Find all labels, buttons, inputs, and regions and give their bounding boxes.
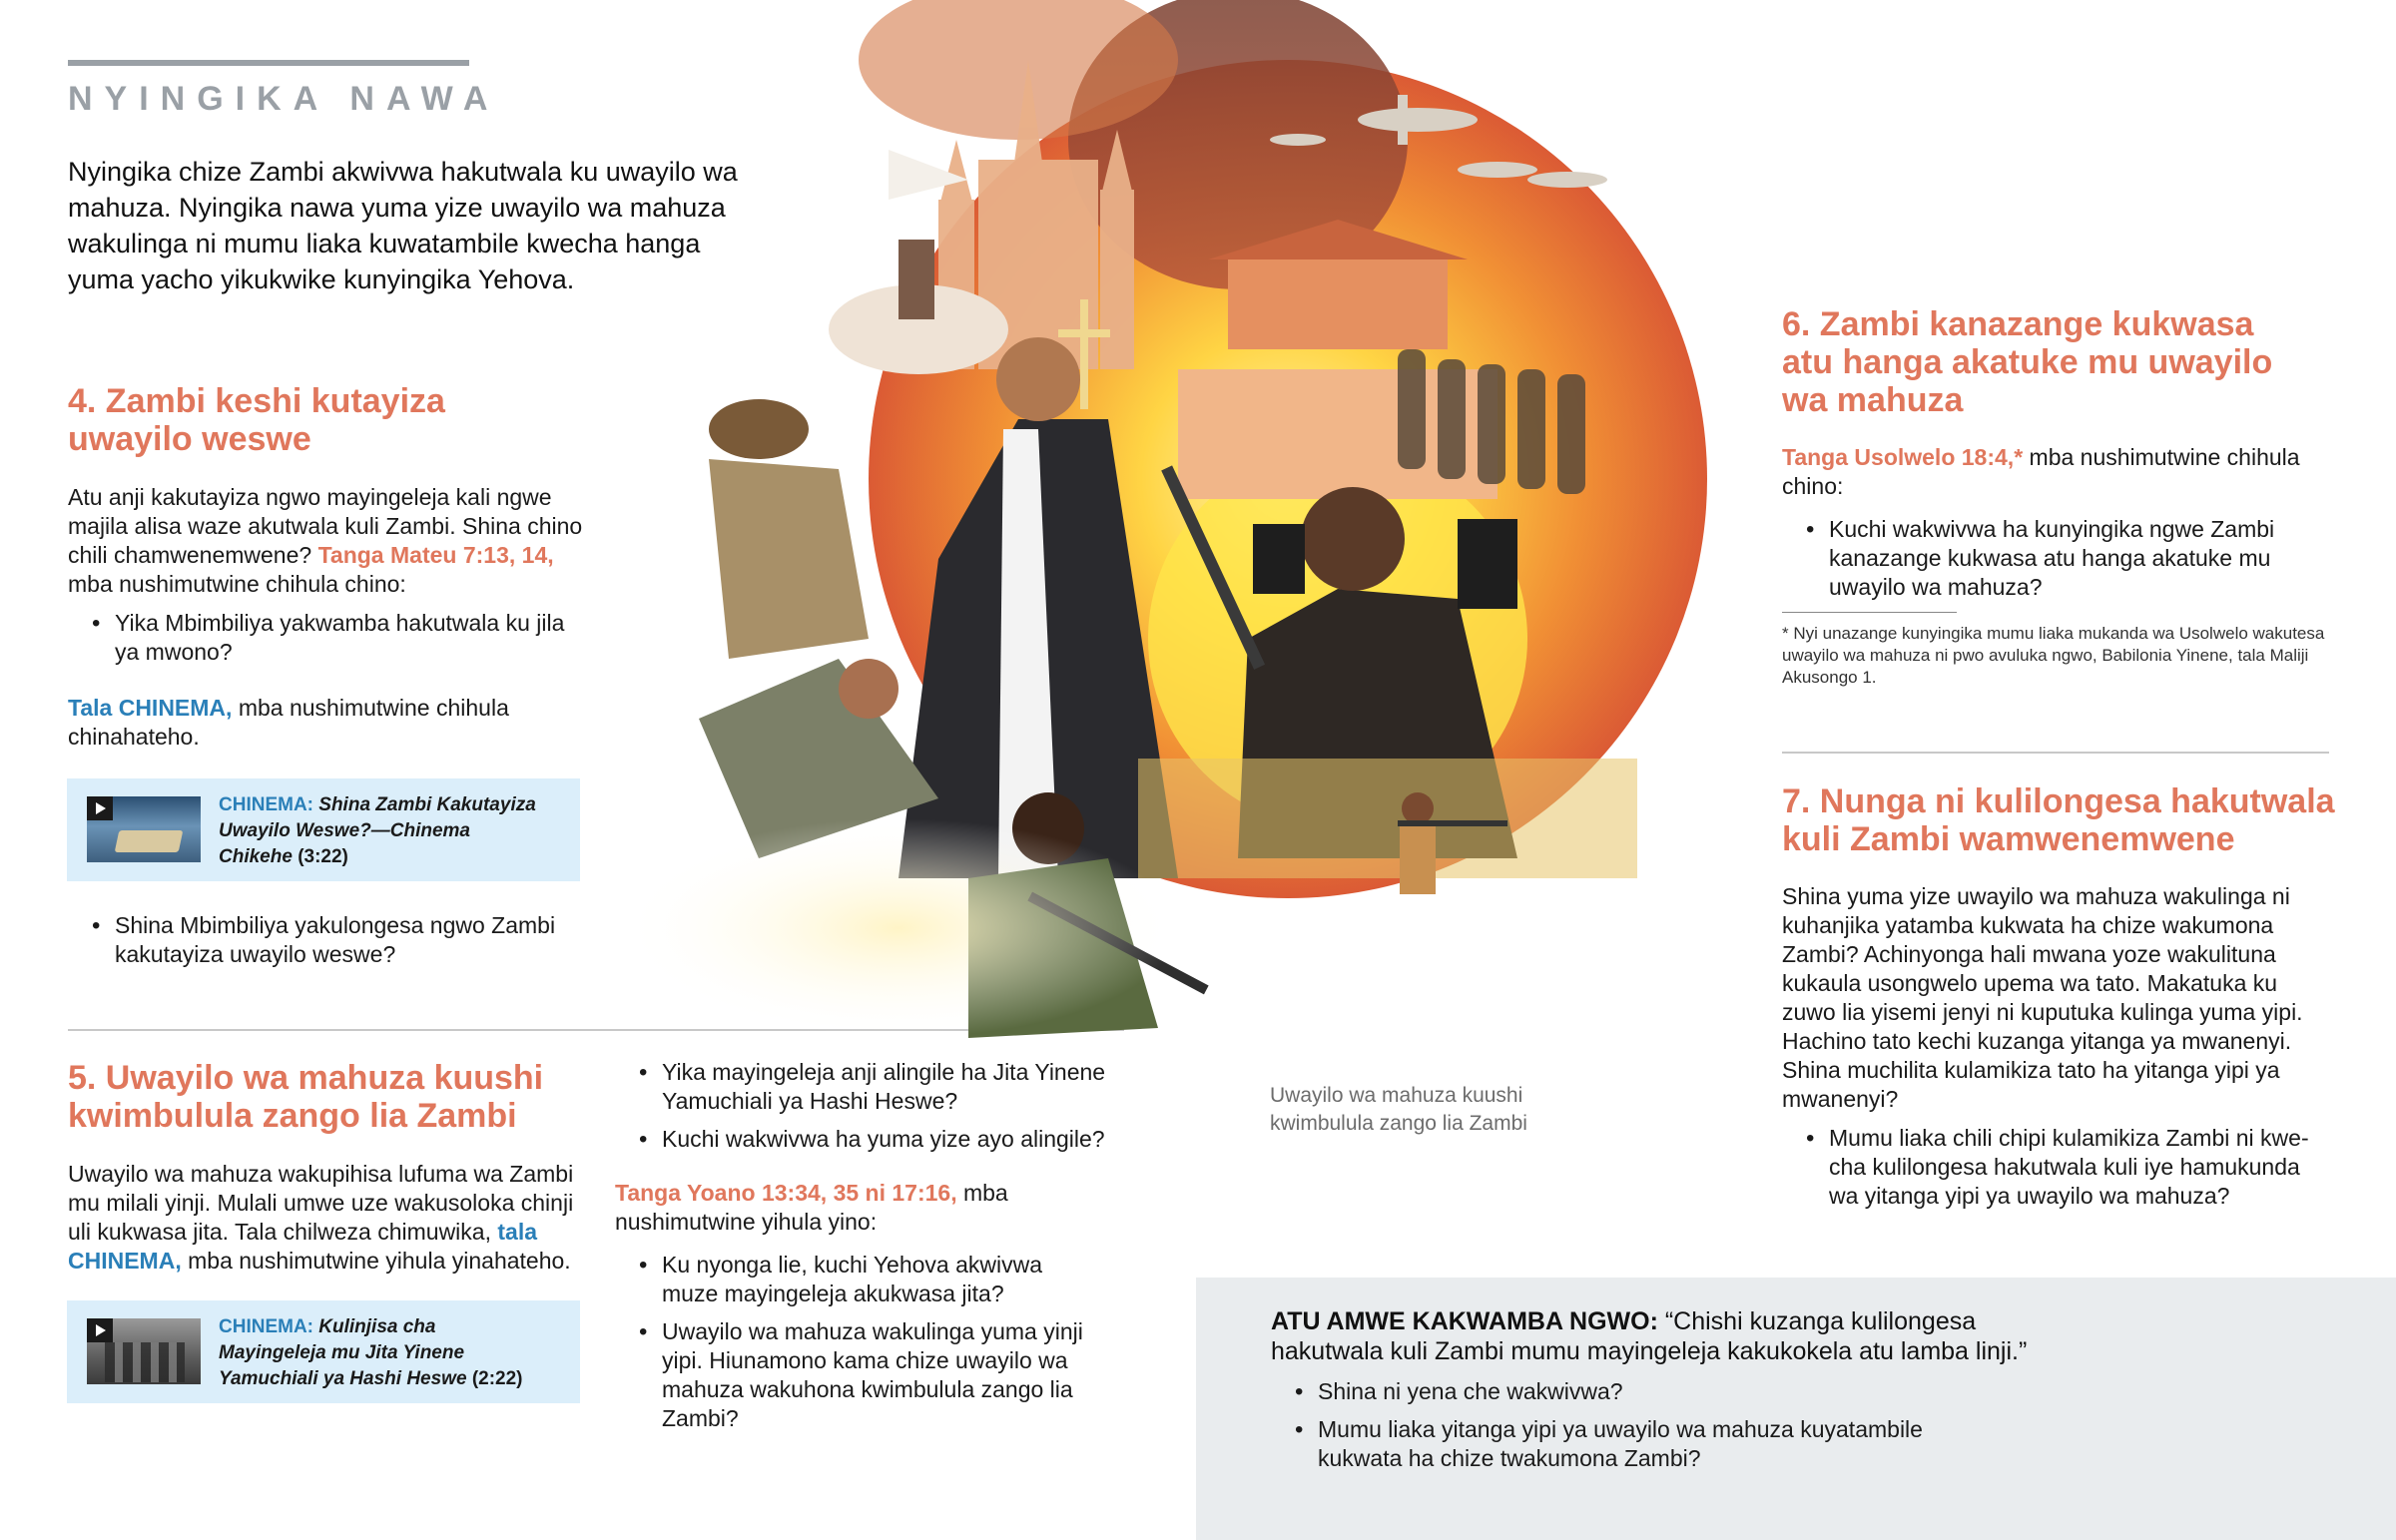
section6-ref-rest: mba nushimutwine chihula chino: <box>1782 444 2300 499</box>
video-link-chinema[interactable]: Tala CHINEMA, <box>68 695 233 721</box>
objection-quote: “Chishi kuzanga kulilongesa hakutwala kuli Zambi mumu mayingeleja kakukokela atu lamba linji.” <box>1271 1307 2028 1365</box>
footnote: * Nyi unazange kunyingika mumu liaka mukanda wa Usolwelo wakutesa uwayilo wa mahuza ni pwo avuluka ngwo, Babilonia Yinene, tala Maliji Akusongo 1. <box>1782 624 2325 687</box>
book-shape <box>115 830 184 852</box>
section5-text-start: Uwayilo wa mahuza wakupihisa lufuma wa Zambi mu milali yinji. Mulali umwe uze wakusoloka chinji uli kukwasa jita. Tala chilweza chimuwika, <box>68 1161 574 1245</box>
objection-bullets <box>1271 1377 1970 1482</box>
video-title-4 <box>219 792 548 870</box>
video-title: Kulinjisa cha Mayingeleja mu Jita Yinene Yamuchiali ya Hashi Heswe <box>219 1316 467 1389</box>
play-icon[interactable] <box>87 1318 113 1342</box>
illustration-caption: Uwayilo wa mahuza kuushi kwimbulula zango lia Zambi <box>1270 1084 1527 1135</box>
list-item: • Mumu liaka yitanga yipi ya uwayilo wa mahuza kuyatambile kukwata ha chize twakumona Zambi? <box>1271 1415 1970 1473</box>
footnote-rule <box>1782 612 1957 613</box>
list-item: • Shina ni yena che wakwivwa? <box>1271 1377 1970 1406</box>
section5-title: 5. Uwayilo wa mahuza kuushi kwimbulula zango lia Zambi <box>68 1059 544 1135</box>
scripture-link-yoano[interactable]: Tanga Yoano 13:34, 35 ni 17:16, <box>615 1180 957 1206</box>
list-item: • Shina Mbimbiliya yakulongesa ngwo Zambi kakutayiza uwayilo weswe? <box>68 911 587 969</box>
section4-text-start: Atu anji kakutayiza ngwo mayingeleja kali ngwe majila alisa waze akutwala kuli Zambi. Shina chino chili chamwenemwene? <box>68 484 583 568</box>
list-item: • Yika Mbimbiliya yakwamba hakutwala ku jila ya mwono? <box>68 609 587 667</box>
section5-ref-rest: mba nushimutwine yihula yino: <box>615 1180 1008 1235</box>
video-duration: (3:22) <box>298 846 348 867</box>
list-item: • Mumu liaka chili chipi kulamikiza Zambi ni kwecha kulilongesa hakutwala kuli iye hamukunda wa yitanga yipi ya uwayilo wa mahuza? <box>1782 1124 2321 1211</box>
video-link-chinema-5[interactable]: tala CHINEMA, <box>68 1219 538 1274</box>
section6-ref-line <box>1782 443 2341 501</box>
section4-bullets-2 <box>68 911 587 978</box>
video-title: Shina Zambi Kakutayiza Uwayilo Weswe?—Chinema Chikehe <box>219 794 536 867</box>
list-item: • Yika mayingeleja anji alingile ha Jita Yinene Yamuchiali ya Hashi Heswe? <box>615 1058 1124 1116</box>
section6-bullets <box>1782 515 2321 611</box>
scripture-link-usolwelo[interactable]: Tanga Usolwelo 18:4,* <box>1782 444 2024 470</box>
section4-tala <box>68 694 587 752</box>
section5-text-end: mba nushimutwine yihula yinahateho. <box>188 1248 571 1274</box>
video-duration: (2:22) <box>471 1368 523 1389</box>
intro-text: Nyingika chize Zambi akwivwa hakutwala ku uwayilo wa mahuza. Nyingika nawa yuma yize uwayilo wa mahuza wakulinga ni mumu liaka kuwatambile kwecha hanga yuma yacho yikukwike kunyingika Yehova. <box>68 157 738 294</box>
section5-paragraph <box>68 1160 597 1276</box>
video-thumbnail[interactable] <box>87 1318 201 1384</box>
section4-text-end: mba nushimutwine chihula chino: <box>68 571 406 597</box>
list-item: • Uwayilo wa mahuza wakulinga yuma yinji yipi. Hiunamono kama chize uwayilo wa mahuza wakuhona kwimbulula zango lia Zambi? <box>615 1317 1094 1433</box>
objection-text <box>1271 1306 2090 1366</box>
header-rule <box>68 60 469 66</box>
list-item: • Ku nyonga lie, kuchi Yehova akwivwa muze mayingeleja akukwasa jita? <box>615 1251 1094 1308</box>
section5-bullets-b <box>615 1251 1094 1442</box>
section7-title: 7. Nunga ni kulilongesa hakutwala kuli Zambi wamwenemwene <box>1782 782 2335 858</box>
section4-bullets-1 <box>68 609 587 676</box>
video-title-5 <box>219 1314 548 1392</box>
list-item: • Kuchi wakwivwa ha yuma yize ayo alingile? <box>615 1125 1124 1154</box>
section7-bullets <box>1782 1124 2321 1220</box>
section6-title: 6. Zambi kanazange kukwasa atu hanga akatuke mu uwayilo wa mahuza <box>1782 305 2273 419</box>
divider <box>1782 752 2329 754</box>
section4-title: 4. Zambi keshi kutayiza uwayilo weswe <box>68 382 445 458</box>
section5-ref-line <box>615 1179 1104 1237</box>
grass-field <box>1138 759 1637 878</box>
video-card-4[interactable] <box>67 778 580 881</box>
video-label: CHINEMA: <box>219 794 313 815</box>
list-item: • Kuchi wakwivwa ha kunyingika ngwe Zambi kanazange kukwasa atu hanga akatuke mu uwayilo wa mahuza? <box>1782 515 2321 602</box>
illustration-false-worship <box>639 0 1737 1078</box>
figures-shape <box>105 1342 185 1382</box>
section4-tala-rest: mba nushimutwine chihula chinahateho. <box>68 695 509 750</box>
objection-box <box>1196 1278 2396 1540</box>
section-label: NYINGIKA NAWA <box>68 80 500 118</box>
scripture-link-mateu[interactable]: Tanga Mateu 7:13, 14, <box>317 542 554 568</box>
video-card-5[interactable] <box>67 1300 580 1403</box>
play-icon[interactable] <box>87 796 113 820</box>
objection-label: ATU AMWE KAKWAMBA NGWO: <box>1271 1307 1658 1335</box>
video-label: CHINEMA: <box>219 1316 313 1337</box>
soldier-helmet <box>709 399 869 659</box>
section7-paragraph: Shina yuma yize uwayilo wa mahuza wakulinga ni kuhanjika yatamba kukwata ha chize wakumona Zambi? Achinyonga hali mwana yoze wakulituna kukaula usongwelo upema wa tato. Makatuka ku zuwo lia yisemi jenyi ni kuputuka kulinga yuma yipi. Hachino tato kechi kuzanga yitanga ya mwanenyi. Shina muchilita kulamikiza tato ha yitanga yipi ya mwanenyi? <box>1782 883 2303 1112</box>
section4-paragraph <box>68 483 597 599</box>
smoke-bottom <box>639 818 1178 1038</box>
video-thumbnail[interactable] <box>87 796 201 862</box>
